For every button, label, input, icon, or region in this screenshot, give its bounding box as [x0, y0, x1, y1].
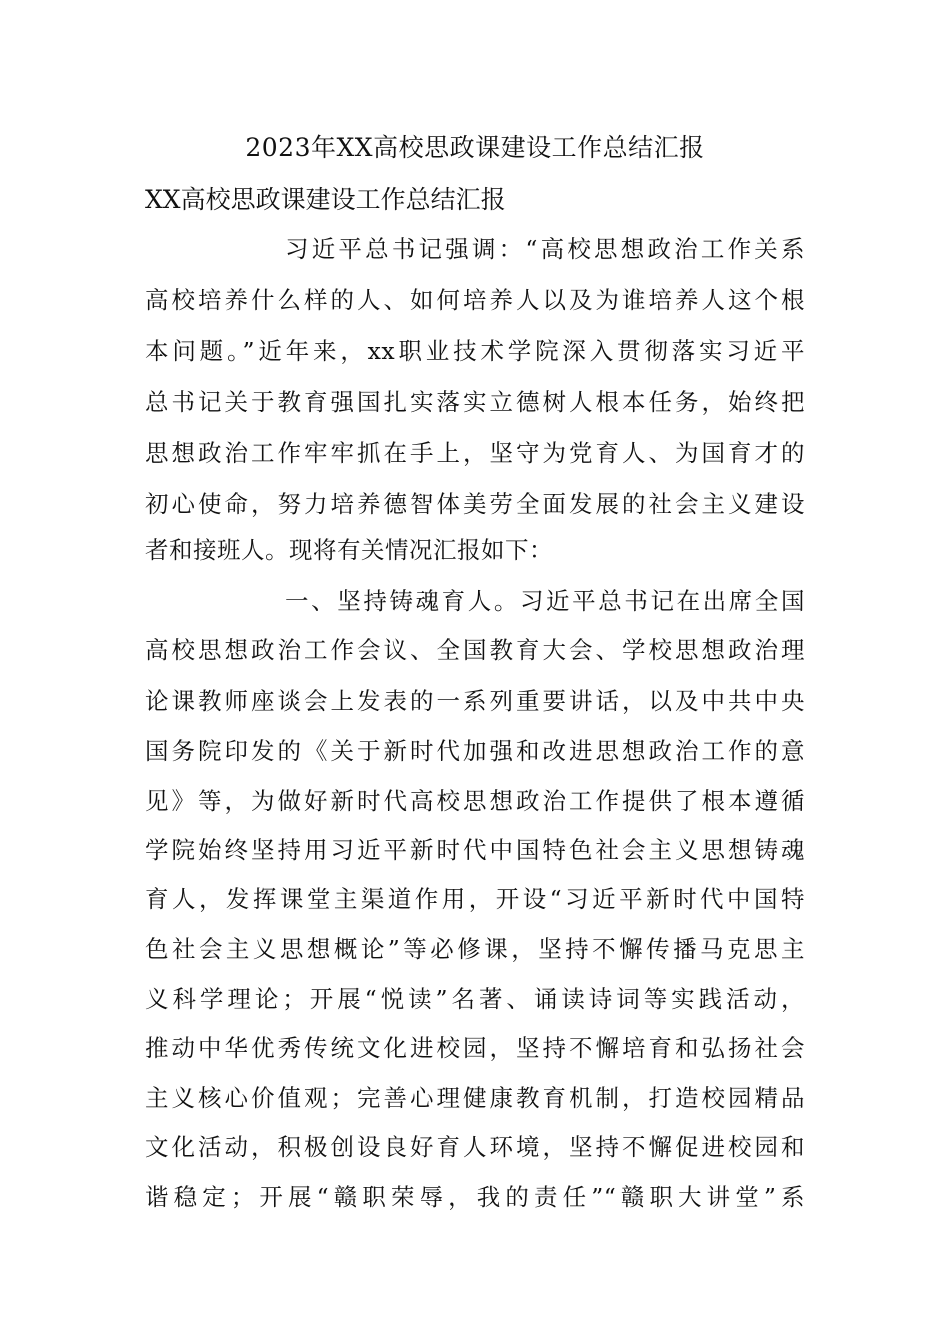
- document-subtitle: XX高校思政课建设工作总结汇报: [145, 185, 506, 214]
- paragraph-line: 国务院印发的《关于新时代加强和改进思想政治工作的意: [145, 737, 805, 765]
- paragraph-line: 者和接班人。现将有关情况汇报如下：: [145, 536, 553, 564]
- paragraph-line: 谐稳定；开展“赣职荣辱，我的责任”“赣职大讲堂”系: [145, 1183, 805, 1211]
- paragraph-line: 初心使命，努力培养德智体美劳全面发展的社会主义建设: [145, 490, 805, 518]
- paragraph-line: 习近平总书记强调：“高校思想政治工作关系: [285, 235, 805, 263]
- paragraph-line: 学院始终坚持用习近平新时代中国特色社会主义思想铸魂: [145, 836, 805, 864]
- paragraph-line: 色社会主义思想概论”等必修课，坚持不懈传播马克思主: [145, 935, 805, 963]
- paragraph-line: 高校思想政治工作会议、全国教育大会、学校思想政治理: [145, 636, 805, 664]
- paragraph-line: 高校培养什么样的人、如何培养人以及为谁培养人这个根: [145, 286, 805, 314]
- paragraph-line: 论课教师座谈会上发表的一系列重要讲话，以及中共中央: [145, 687, 805, 715]
- paragraph-line: 见》等，为做好新时代高校思想政治工作提供了根本遵循: [145, 787, 805, 815]
- paragraph-line: 文化活动，积极创设良好育人环境，坚持不懈促进校园和: [145, 1133, 805, 1161]
- paragraph-line: 推动中华优秀传统文化进校园，坚持不懈培育和弘扬社会: [145, 1034, 805, 1062]
- document-title: 2023年XX高校思政课建设工作总结汇报: [245, 133, 705, 162]
- paragraph-line: 本问题。”近年来，xx职业技术学院深入贯彻落实习近平: [145, 337, 805, 365]
- paragraph-line: 思想政治工作牢牢抓在手上，坚守为党育人、为国育才的: [145, 439, 805, 467]
- paragraph-line: 总书记关于教育强国扎实落实立德树人根本任务，始终把: [145, 388, 805, 416]
- paragraph-line: 义科学理论；开展“悦读”名著、诵读诗词等实践活动，: [145, 985, 805, 1013]
- paragraph-line: 主义核心价值观；完善心理健康教育机制，打造校园精品: [145, 1084, 805, 1112]
- paragraph-line: 育人，发挥课堂主渠道作用，开设“习近平新时代中国特: [145, 885, 805, 913]
- paragraph-line: 一、坚持铸魂育人。习近平总书记在出席全国: [285, 587, 805, 615]
